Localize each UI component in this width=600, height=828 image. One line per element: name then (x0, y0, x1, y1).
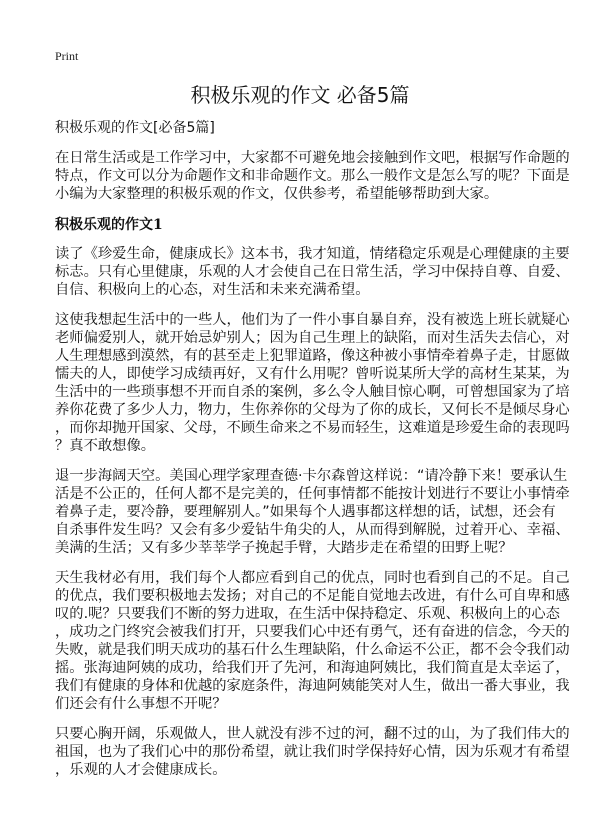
text-line: ，而你却抛开国家、父母，不顾生命来之不易而轻生，这难道是珍爱生命的表现吗 (55, 420, 570, 436)
subtitle: 积极乐观的作文[必备5篇] (55, 120, 215, 136)
text-line: 我们有健康的身体和优越的家庭条件，海迪阿姨能笑对人生，做出一番大事业，我 (55, 678, 570, 694)
document-body (55, 149, 570, 791)
text-line: 的优点，我们要积极地去发扬；对自己的不足能自觉地去改进，有什么可自卑和感 (55, 588, 570, 604)
text-line: 这使我想起生活中的一些人，他们为了一件小事自暴自弃，没有被选上班长就疑心 (55, 312, 570, 328)
text-line: 在日常生活或是工作学习中，大家都不可避免地会接触到作文吧，根据写作命题的 (55, 150, 570, 166)
text-line: 懦夫的人，即使学习成绩再好，又有什么用呢？曾听说某所大学的高材生某某，为 (55, 366, 570, 382)
text-line: 们还会有什么事想不开呢？ (55, 696, 227, 712)
text-line: 标志。只有心里健康，乐观的人才会使自己在日常生活，学习中保持自尊、自爱、 (55, 264, 570, 280)
text-line: 着鼻子走，要冷静，要理解别人。”如果每个人遇事都这样想的话，试想，还会有 (55, 504, 556, 520)
section-heading: 积极乐观的作文1 (55, 217, 163, 233)
text-line: ？真不敢想像。 (55, 438, 156, 454)
text-line: 美满的生活；又有多少莘莘学子挽起手臂，大踏步走在希望的田野上呢？ (55, 540, 513, 556)
text-line: 读了《珍爱生命，健康成长》这本书，我才知道，情绪稳定乐观是心理健康的主要 (55, 246, 570, 262)
text-line: 天生我材必有用，我们每个人都应看到自己的优点，同时也看到自己的不足。自己 (55, 570, 570, 586)
text-line: 自杀事件发生吗？又会有多少爱钻牛角尖的人，从而得到解脱，过着开心、幸福、 (55, 522, 570, 538)
paragraph (55, 467, 570, 557)
text-line: 摇。张海迪阿姨的成功，给我们开了先河，和海迪阿姨比，我们简直是太幸运了， (55, 660, 570, 676)
text-line: 自信、积极向上的心态，对生活和未来充满希望。 (55, 282, 370, 298)
text-line: 人生理想感到漠然，有的甚至走上犯罪道路，像这种被小事情牵着鼻子走，甘愿做 (55, 348, 570, 364)
paragraph (55, 569, 570, 713)
page-title: 积极乐观的作文 必备5篇 (190, 83, 410, 107)
paragraph (55, 245, 570, 299)
text-line: 生活中的一些琐事想不开而自杀的案例，多么令人触目惊心啊，可曾想国家为了培 (55, 384, 570, 400)
paragraph (55, 311, 570, 455)
print-link[interactable]: Print (55, 49, 79, 63)
paragraph (55, 725, 570, 779)
text-line: 祖国，也为了我们心中的那份希望，就让我们时学保持好心情，因为乐观才有希望 (55, 744, 570, 760)
text-line: ，成功之门终究会被我们打开，只要我们心中还有勇气，还有奋进的信念，今天的 (55, 624, 570, 640)
text-line: 活是不公正的，任何人都不是完美的，任何事情都不能按计划进行不要让小事情牵 (55, 486, 570, 502)
text-line: 只要心胸开阔，乐观做人，世人就没有涉不过的河，翻不过的山，为了我们伟大的 (55, 726, 570, 742)
text-line: ，乐观的人才会健康成长。 (55, 762, 227, 778)
text-line: 特点，作文可以分为命题作文和非命题作文。那么一般作文是怎么写的呢？下面是 (55, 168, 570, 184)
text-line: 小编为大家整理的积极乐观的作文，仅供参考，希望能够帮助到大家。 (55, 186, 499, 202)
text-line: 老师偏爱别人，就开始忌妒别人；因为自己生理上的缺陷，而对生活失去信心，对 (55, 330, 570, 346)
text-line: 养你花费了多少人力，物力，生你养你的父母为了你的成长，又何长不是倾尽身心 (55, 402, 570, 418)
text-line: 叹的.呢？只要我们不断的努力进取，在生活中保持稳定、乐观、积极向上的心态 (55, 606, 560, 622)
text-line: 失败，就是我们明天成功的基石什么生理缺陷，什么命运不公正，都不会令我们动 (55, 642, 570, 658)
text-line: 退一步海阔天空。美国心理学家理查德·卡尔森曾这样说：“请冷静下来！要承认生 (55, 468, 568, 484)
intro-paragraph (55, 149, 570, 203)
